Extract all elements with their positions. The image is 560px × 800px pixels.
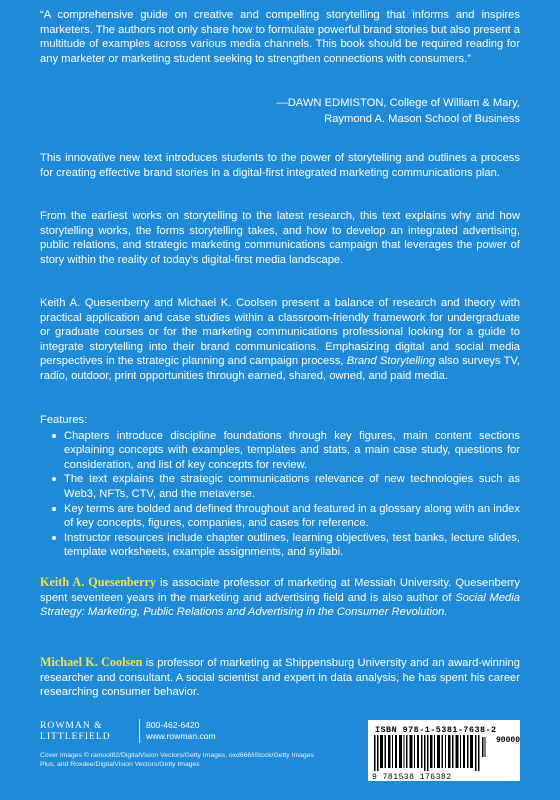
author-1-name: Keith A. Quesenberry bbox=[40, 575, 156, 589]
price-code: 90000 bbox=[496, 736, 521, 745]
isbn-label: ISBN 978-1-5381-7638-2 bbox=[375, 725, 497, 735]
attribution-line-2: Raymond A. Mason School of Business bbox=[324, 113, 520, 125]
feature-item: Chapters introduce discipline foundations through key figures, main content sections explaining concepts with examples, templates and stats, a main case study, questions for consideration, and list of key concepts for review. bbox=[64, 429, 520, 471]
publisher-contact bbox=[146, 720, 216, 742]
description-paragraph-3 bbox=[40, 296, 520, 384]
publisher-name-line-1: ROWMAN & bbox=[40, 720, 103, 731]
description-paragraph-2: From the earliest works on storytelling to the latest research, this text explains why and how storytelling works, the forms storytelling takes, and how to develop an integrated advertising, public relations, and strategic marketing communications campaign that leverages the power of story within the reality of today’s digital-first media landscape. bbox=[40, 210, 520, 266]
author-1-book-title: Social Media Strategy: Marketing, Public Relations and Advertising in the Consumer Revolution. bbox=[40, 591, 520, 619]
feature-item: Key terms are bolded and defined throughout and featured in a glossary along with an index of key concepts, figures, companies, and cases for reference. bbox=[64, 502, 520, 530]
publisher-website: www.rowman.com bbox=[146, 731, 216, 741]
feature-item: Instructor resources include chapter outlines, learning objectives, test banks, lecture slides, template worksheets, example assignments, and syllabi. bbox=[64, 531, 520, 559]
attribution-line-1: —DAWN EDMISTON, College of William & Mary, bbox=[276, 97, 520, 109]
author-2-text: is professor of marketing at Shippensburg University and an award-winning researcher and consultant. A social scientist and expert in data analysis, he has spent his career researching consumer behavior. bbox=[40, 657, 520, 699]
paragraph-3-text-a: Keith A. Quesenberry and Michael K. Coolsen present a balance of research and theory with practical application and case studies within a classroom-friendly framework for undergraduate or graduate courses or for the marketing communications professional looking for a guide to integrate storytelling into their brand communications. Emphasizing digital and social media perspectives in the strategic planning and campaign process, bbox=[40, 297, 520, 368]
barcode-digits: 9 781538 176382 bbox=[372, 773, 452, 782]
publisher-name-line-2: LITTLEFIELD bbox=[40, 731, 111, 742]
paragraph-3-text-b: also surveys TV, radio, outdoor, print opportunities through earned, shared, owned, and paid media. bbox=[40, 355, 520, 382]
publisher-logo bbox=[40, 720, 111, 742]
barcode-bars bbox=[374, 735, 486, 771]
features-section bbox=[40, 413, 520, 560]
publisher-phone: 800-462-6420 bbox=[146, 720, 200, 730]
book-title-mention: Brand Storytelling bbox=[346, 355, 436, 368]
features-list bbox=[40, 429, 520, 560]
author-bio-2 bbox=[40, 655, 520, 700]
author-bio-1 bbox=[40, 575, 520, 620]
features-heading: Features: bbox=[40, 414, 88, 426]
endorsement-attribution bbox=[277, 95, 520, 127]
cover-image-credits: Cover images © ramool82/DigitalVision Vectors/Getty Images, oxd666/iStock/Getty Images Plus, and Roxdee/DigitalVision Vectors/Getty Images bbox=[40, 752, 314, 768]
author-2-name: Michael K. Coolsen bbox=[40, 655, 143, 669]
description-paragraph-1: This innovative new text introduces students to the power of storytelling and outlines a process for creating effective brand stories in a digital-first integrated marketing communications plan. bbox=[40, 152, 520, 179]
publisher-divider bbox=[139, 719, 140, 743]
author-1-text: is associate professor of marketing at Messiah University. Quesenberry spent seventeen years in the marketing and advertising field and is also author of bbox=[40, 577, 520, 604]
endorsement-quote: “A comprehensive guide on creative and compelling storytelling that informs and inspires marketers. The authors not only share how to formulate powerful brand stories but also present a multitude of examples across various media channels. This book should be required reading for any marketer or marketing student seeking to strengthen connections with consumers.” bbox=[40, 9, 520, 65]
isbn-barcode bbox=[368, 720, 520, 781]
feature-item: The text explains the strategic communications relevance of new technologies such as Web3, NFTs, CTV, and the metaverse. bbox=[64, 473, 520, 500]
